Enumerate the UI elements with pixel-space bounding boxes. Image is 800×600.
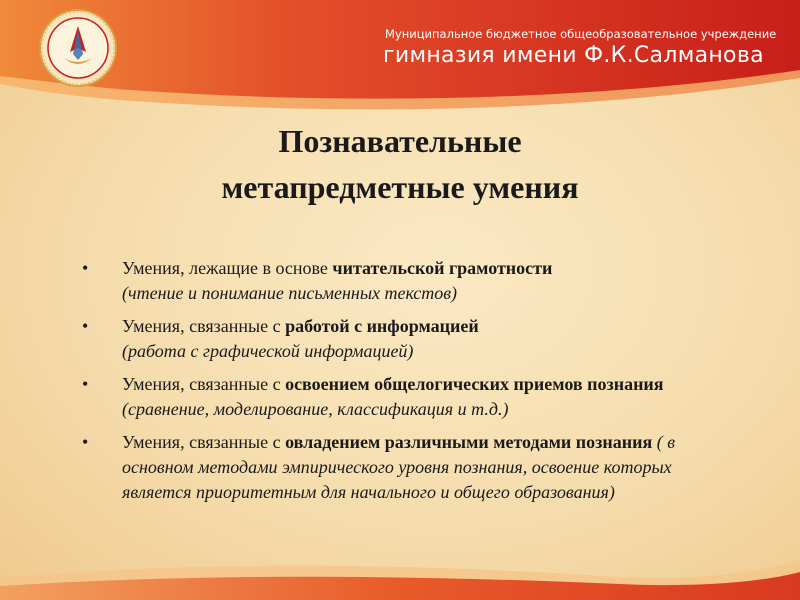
bullet-item [82,430,722,505]
bullet-bold: читательской грамотности [332,258,553,278]
bullet-italic: (чтение и понимание письменных текстов) [122,283,458,303]
bullet-marker: • [82,374,89,394]
bullet-item [82,314,722,364]
bullet-intro: Умения, связанные с [122,374,286,394]
bullet-bold: освоением общелогических приемов познания [285,374,664,394]
bullet-bold: овладением различными методами познания [285,432,653,452]
org-name-line1: Муниципальное бюджетное общеобразовательное учреждение [385,27,777,41]
bullet-intro: Умения, лежащие в основе [122,258,333,278]
footer-band [0,520,800,600]
bullet-item [82,256,722,306]
bullet-intro: Умения, связанные с [122,316,286,336]
org-name-line2: гимназия имени Ф.К.Салманова [383,43,764,68]
bullet-intro: Умения, связанные с [122,432,286,452]
bullet-bold: работой с информацией [285,316,479,336]
title-line1: Познавательные [278,123,522,159]
bullet-italic: (сравнение, моделирование, классификация и т.д.) [122,399,509,419]
slide-title [100,118,700,210]
bullet-italic: (работа с графической информацией) [122,341,414,361]
bullet-marker: • [82,316,89,336]
bullet-marker: • [82,258,89,278]
school-emblem-icon [38,8,118,88]
bullet-marker: • [82,432,89,452]
bullet-item [82,372,722,422]
bullet-italic: ( в основном методами эмпирического уровня познания, освоение которых является приоритетным для начального и общего образования) [122,432,676,502]
title-line2: метапредметные умения [221,169,579,205]
bullet-list [82,256,722,513]
